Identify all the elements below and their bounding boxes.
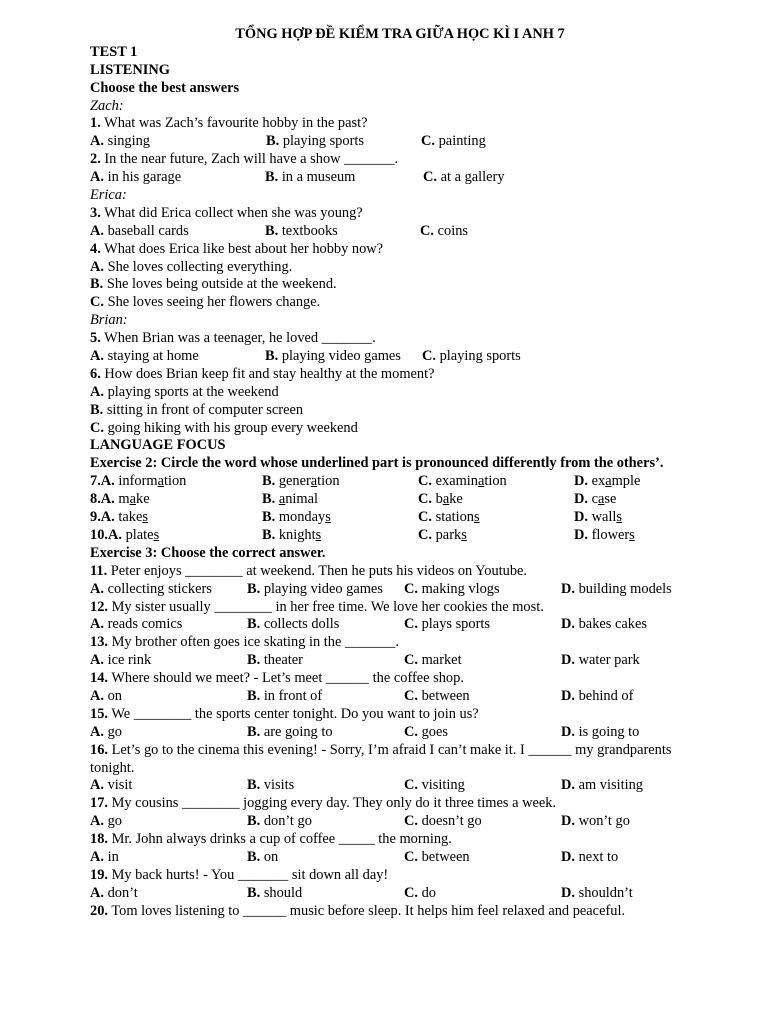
- option-text: don’t go: [263, 813, 312, 830]
- option-text: doesn’t go: [421, 813, 482, 830]
- option-a: [90, 616, 182, 634]
- underlined-part: s: [315, 526, 322, 543]
- word-part: plate: [125, 526, 154, 543]
- underlined-part: s: [473, 509, 480, 526]
- word-part: ke: [449, 491, 463, 508]
- option-label: B.: [262, 526, 276, 543]
- options-18: [90, 849, 710, 867]
- option-text: playing sports at the weekend: [107, 383, 279, 400]
- option-label: D.: [574, 509, 588, 526]
- option-label: B.: [90, 276, 104, 293]
- question-5: [90, 330, 710, 348]
- question-15: [90, 706, 710, 724]
- ex2-row: [90, 491, 710, 509]
- word-part: wall: [591, 509, 617, 526]
- option-text: collecting stickers: [107, 580, 212, 597]
- option-label: B.: [247, 884, 261, 901]
- option-c: playing sports: [439, 348, 521, 365]
- option-label: C.: [418, 509, 432, 526]
- option-6c: [90, 420, 710, 438]
- option-label: 9.A.: [90, 509, 115, 526]
- option-c: [404, 813, 482, 831]
- ex2-row: [90, 509, 710, 527]
- option-label: C.: [90, 294, 104, 311]
- ex2-option-d: [574, 509, 622, 527]
- word-part: nimal: [285, 491, 318, 508]
- option-label: C.: [418, 526, 432, 543]
- option-b: [247, 885, 302, 903]
- option-text: behind of: [578, 687, 634, 704]
- word-part: se: [604, 491, 617, 508]
- option-label: B.: [247, 652, 261, 669]
- option-text: visits: [263, 777, 295, 794]
- option-label: D.: [561, 723, 575, 740]
- question-number: 4.: [90, 240, 101, 257]
- option-text: sitting in front of computer screen: [106, 401, 304, 418]
- question-text: How does Brian keep fit and stay healthy at the moment?: [100, 365, 435, 382]
- options-2: [90, 169, 710, 187]
- ex2-option-a: [90, 509, 148, 527]
- question-number: 5.: [90, 330, 101, 347]
- option-label: B.: [265, 169, 279, 186]
- question-number: 1.: [90, 115, 101, 132]
- options-1: [90, 133, 710, 151]
- option-label: A.: [90, 884, 104, 901]
- option-label: C.: [404, 723, 418, 740]
- option-text: visit: [107, 777, 133, 794]
- option-a: [90, 652, 151, 670]
- question-number: 14.: [90, 670, 108, 687]
- option-text: go: [107, 723, 122, 740]
- options-11: [90, 581, 710, 599]
- option-c: painting: [438, 133, 486, 150]
- options-12: [90, 616, 710, 634]
- underlined-part: a: [605, 473, 612, 490]
- option-text: in: [107, 849, 119, 865]
- ex2-row: [90, 473, 710, 491]
- word-part: gener: [278, 473, 311, 490]
- option-text: She loves collecting everything.: [107, 258, 293, 275]
- option-d: [561, 652, 640, 670]
- option-text: reads comics: [107, 616, 183, 633]
- option-label: B.: [90, 401, 104, 418]
- question-13: [90, 634, 710, 652]
- option-label: C.: [423, 169, 437, 186]
- option-a: in his garage: [107, 169, 182, 186]
- ex2-row: [90, 527, 710, 545]
- option-b: in a museum: [281, 169, 356, 186]
- underlined-part: a: [278, 491, 286, 508]
- underlined-part: a: [310, 473, 318, 490]
- ex2-option-c: [418, 491, 463, 509]
- question-text: In the near future, Zach will have a show _______.: [100, 151, 399, 168]
- question-20: [90, 903, 710, 921]
- option-text: won’t go: [578, 813, 630, 830]
- option-a: [90, 581, 212, 599]
- option-c: [404, 688, 470, 706]
- options-17: [90, 813, 710, 831]
- ex2-option-c: [418, 509, 480, 527]
- option-label: A.: [90, 687, 104, 704]
- question-text: Mr. John always drinks a cup of coffee _____ the morning.: [108, 831, 452, 848]
- word-part: take: [118, 509, 143, 526]
- page-title: TỔNG HỢP ĐỀ KIỂM TRA GIỮA HỌC KÌ I ANH 7: [235, 26, 565, 42]
- word-part: b: [435, 491, 443, 508]
- option-d: [561, 777, 643, 795]
- option-label: 7.A.: [90, 473, 115, 490]
- option-b: playing sports: [282, 133, 364, 150]
- option-label: B.: [266, 133, 280, 150]
- question-2: [90, 151, 710, 169]
- option-label: C.: [404, 580, 418, 597]
- ex2-option-d: [574, 491, 616, 509]
- option-label: B.: [262, 509, 276, 526]
- option-label: C.: [404, 813, 418, 830]
- option-label: A.: [90, 813, 104, 830]
- options-13: [90, 652, 710, 670]
- underlined-part: s: [325, 509, 331, 526]
- question-number: 16.: [90, 741, 108, 758]
- option-text: is going to: [578, 723, 640, 740]
- option-b: [247, 777, 294, 795]
- option-label: D.: [561, 849, 575, 865]
- question-text: Let’s go to the cinema this evening! - Sorry, I’m afraid I can’t make it. I ______ my grandparents tonight.: [90, 741, 672, 776]
- option-d: [561, 849, 618, 867]
- question-11: [90, 563, 710, 581]
- option-text: should: [263, 884, 303, 901]
- option-4a: [90, 259, 710, 277]
- question-4: [90, 241, 710, 259]
- option-text: between: [421, 849, 470, 865]
- option-label: 8.A.: [90, 491, 115, 508]
- question-6: [90, 366, 710, 384]
- question-text: My cousins ________ jogging every day. They only do it three times a week.: [108, 795, 557, 812]
- option-c: [404, 616, 490, 634]
- option-text: shouldn’t: [578, 884, 633, 901]
- question-number: 20.: [90, 902, 108, 919]
- ex2-option-b: [262, 473, 340, 491]
- option-label: C.: [418, 491, 432, 508]
- underlined-part: s: [153, 526, 160, 543]
- underlined-part: a: [598, 491, 605, 508]
- underlined-part: s: [461, 526, 467, 543]
- option-text: ice rink: [107, 652, 152, 669]
- options-5: [90, 348, 710, 366]
- option-d: [561, 885, 633, 903]
- option-label: D.: [561, 616, 575, 633]
- option-text: She loves being outside at the weekend.: [106, 276, 337, 293]
- word-part: tion: [163, 473, 187, 490]
- option-b: playing video games: [281, 348, 401, 365]
- question-number: 6.: [90, 365, 101, 382]
- option-text: going hiking with his group every weekend: [107, 419, 358, 436]
- option-label: B.: [262, 491, 276, 508]
- option-b: textbooks: [281, 222, 338, 239]
- ex2-option-a: [90, 491, 150, 509]
- section-language-focus: LANGUAGE FOCUS: [90, 437, 226, 454]
- option-text: collects dolls: [263, 616, 340, 633]
- option-label: C.: [404, 884, 418, 901]
- question-17: [90, 795, 710, 813]
- option-label: A.: [90, 383, 104, 400]
- option-text: theater: [263, 652, 303, 669]
- option-text: do: [421, 884, 436, 901]
- option-label: D.: [561, 884, 575, 901]
- question-text: What was Zach’s favourite hobby in the past?: [100, 115, 368, 132]
- option-label: B.: [247, 616, 261, 633]
- option-text: making vlogs: [421, 580, 500, 597]
- question-text: What does Erica like best about her hobby now?: [100, 240, 384, 257]
- option-label: A.: [90, 222, 104, 239]
- option-text: don’t: [107, 884, 138, 901]
- options-3: [90, 223, 710, 241]
- option-6b: [90, 402, 710, 420]
- question-text: My back hurts! - You _______ sit down all day!: [108, 866, 389, 883]
- underlined-part: s: [629, 526, 635, 543]
- option-c: [404, 777, 465, 795]
- option-text: next to: [578, 849, 619, 865]
- option-text: water park: [578, 652, 640, 669]
- option-label: A.: [90, 348, 104, 365]
- option-4b: [90, 276, 710, 294]
- option-text: market: [421, 652, 462, 669]
- option-a: singing: [107, 133, 150, 150]
- option-label: B.: [247, 813, 261, 830]
- exercise-2-heading: Exercise 2: Circle the word whose underlined part is pronounced differently from the others’.: [90, 455, 664, 472]
- option-text: go: [107, 813, 122, 830]
- ex2-option-b: [262, 491, 318, 509]
- option-label: C.: [404, 849, 418, 865]
- option-label: D.: [561, 777, 575, 794]
- option-label: C.: [421, 133, 435, 150]
- option-a: [90, 849, 119, 867]
- speaker-zach: Zach:: [90, 97, 124, 114]
- question-3: [90, 205, 710, 223]
- speaker-erica: Erica:: [90, 187, 127, 204]
- option-label: C.: [404, 777, 418, 794]
- option-label: B.: [265, 222, 279, 239]
- question-text: Where should we meet? - Let’s meet ______ the coffee shop.: [108, 670, 464, 687]
- option-c: [404, 581, 500, 599]
- option-4c: [90, 294, 710, 312]
- option-a: [90, 688, 122, 706]
- option-label: A.: [90, 723, 104, 740]
- ex2-option-b: [262, 527, 321, 545]
- option-text: She loves seeing her flowers change.: [107, 294, 321, 311]
- option-label: B.: [247, 723, 261, 740]
- options-15: [90, 724, 710, 742]
- ex2-option-a: [90, 473, 186, 491]
- option-label: B.: [247, 849, 261, 865]
- ex2-option-d: [574, 473, 640, 491]
- option-a: [90, 777, 132, 795]
- underlined-part: a: [442, 491, 450, 508]
- option-a: staying at home: [107, 348, 199, 365]
- option-b: [247, 581, 383, 599]
- section-listening: LISTENING: [90, 61, 170, 78]
- option-text: are going to: [263, 723, 333, 740]
- options-19: [90, 885, 710, 903]
- question-text: Tom loves listening to ______ music before sleep. It helps him feel relaxed and peaceful.: [108, 902, 626, 919]
- option-label: D.: [574, 526, 588, 543]
- option-label: A.: [90, 133, 104, 150]
- underlined-part: a: [477, 473, 485, 490]
- word-part: mple: [611, 473, 641, 490]
- word-part: station: [435, 509, 474, 526]
- option-label: B.: [247, 687, 261, 704]
- word-part: c: [591, 491, 598, 508]
- speaker-brian: Brian:: [90, 312, 128, 329]
- test-label: TEST 1: [90, 43, 138, 60]
- option-label: A.: [90, 652, 104, 669]
- option-label: A.: [90, 580, 104, 597]
- option-label: A.: [90, 849, 104, 865]
- option-label: B.: [247, 777, 261, 794]
- option-c: [404, 724, 448, 742]
- option-label: D.: [561, 652, 575, 669]
- word-part: tion: [484, 473, 507, 490]
- underlined-part: s: [616, 509, 622, 526]
- option-text: bakes cakes: [578, 616, 647, 633]
- option-label: C.: [404, 616, 418, 633]
- option-c: [404, 652, 462, 670]
- option-d: [561, 616, 647, 634]
- option-a: [90, 813, 122, 831]
- option-label: A.: [90, 169, 104, 186]
- question-number: 18.: [90, 831, 108, 848]
- option-text: on: [107, 687, 122, 704]
- option-c: [404, 849, 470, 867]
- word-part: examin: [435, 473, 478, 490]
- question-text: My sister usually ________ in her free time. We love her cookies the most.: [108, 598, 544, 615]
- option-label: C.: [420, 222, 434, 239]
- option-c: at a gallery: [440, 169, 505, 186]
- question-14: [90, 670, 710, 688]
- question-number: 17.: [90, 795, 108, 812]
- question-text: My brother often goes ice skating in the _______.: [108, 634, 399, 651]
- question-18: [90, 831, 710, 849]
- option-label: A.: [90, 616, 104, 633]
- ex2-option-c: [418, 473, 507, 491]
- question-text: When Brian was a teenager, he loved _______.: [100, 330, 376, 347]
- option-b: [247, 849, 278, 867]
- option-text: am visiting: [578, 777, 643, 794]
- ex2-option-b: [262, 509, 331, 527]
- option-label: C.: [418, 473, 432, 490]
- option-label: B.: [262, 473, 276, 490]
- option-a: baseball cards: [107, 222, 189, 239]
- option-c: [404, 885, 436, 903]
- word-part: m: [118, 491, 130, 508]
- options-14: [90, 688, 710, 706]
- exercise-1-heading: Choose the best answers: [90, 79, 240, 96]
- word-part: flower: [591, 526, 630, 543]
- option-text: in front of: [263, 687, 323, 704]
- option-b: [247, 616, 339, 634]
- option-text: building models: [578, 580, 672, 597]
- option-c: coins: [437, 222, 468, 239]
- option-text: goes: [421, 723, 448, 740]
- option-label: D.: [561, 687, 575, 704]
- question-12: [90, 599, 710, 617]
- option-label: C.: [404, 687, 418, 704]
- option-a: [90, 885, 138, 903]
- option-label: A.: [90, 258, 104, 275]
- question-number: 2.: [90, 151, 101, 168]
- underlined-part: a: [157, 473, 164, 490]
- option-label: C.: [404, 652, 418, 669]
- underlined-part: a: [129, 491, 136, 508]
- word-part: monday: [278, 509, 326, 526]
- question-text: What did Erica collect when she was young?: [100, 204, 363, 221]
- option-text: between: [421, 687, 470, 704]
- option-text: playing video games: [263, 580, 383, 597]
- option-text: plays sports: [421, 616, 490, 633]
- option-label: C.: [90, 419, 104, 436]
- question-text: We ________ the sports center tonight. Do you want to join us?: [108, 705, 479, 722]
- option-a: [90, 724, 122, 742]
- option-label: D.: [574, 473, 588, 490]
- word-part: ke: [136, 491, 150, 508]
- ex2-option-d: [574, 527, 635, 545]
- word-part: knight: [278, 526, 316, 543]
- option-b: [247, 652, 303, 670]
- option-d: [561, 688, 633, 706]
- question-number: 12.: [90, 598, 108, 615]
- question-16: [90, 742, 710, 778]
- option-label: D.: [574, 491, 588, 508]
- option-b: [247, 724, 333, 742]
- question-1: [90, 115, 710, 133]
- option-label: B.: [247, 580, 261, 597]
- option-label: A.: [90, 777, 104, 794]
- worksheet: [90, 26, 710, 921]
- options-16: [90, 777, 710, 795]
- word-part: inform: [118, 473, 158, 490]
- option-b: [247, 813, 312, 831]
- question-text: Peter enjoys ________ at weekend. Then he puts his videos on Youtube.: [107, 562, 528, 579]
- option-label: C.: [422, 348, 436, 365]
- word-part: ex: [591, 473, 606, 490]
- question-number: 3.: [90, 204, 101, 221]
- exercise-3-list: [90, 563, 710, 903]
- option-label: 10.A.: [90, 526, 122, 543]
- question-number: 13.: [90, 634, 108, 651]
- option-text: on: [263, 849, 279, 865]
- option-d: [561, 724, 639, 742]
- question-number: 15.: [90, 705, 108, 722]
- option-text: visiting: [421, 777, 465, 794]
- option-6a: [90, 384, 710, 402]
- option-b: [247, 688, 322, 706]
- option-d: [561, 581, 672, 599]
- exercise-2-list: [90, 473, 710, 545]
- option-label: B.: [265, 348, 279, 365]
- underlined-part: s: [142, 509, 148, 526]
- exercise-3-heading: Exercise 3: Choose the correct answer.: [90, 544, 326, 561]
- question-number: 19.: [90, 866, 108, 883]
- ex2-option-a: [90, 527, 159, 545]
- option-label: D.: [561, 580, 575, 597]
- word-part: tion: [317, 473, 340, 490]
- option-label: D.: [561, 813, 575, 830]
- word-part: park: [435, 526, 462, 543]
- option-d: [561, 813, 630, 831]
- ex2-option-c: [418, 527, 467, 545]
- question-19: [90, 867, 710, 885]
- question-number: 11.: [90, 562, 108, 579]
